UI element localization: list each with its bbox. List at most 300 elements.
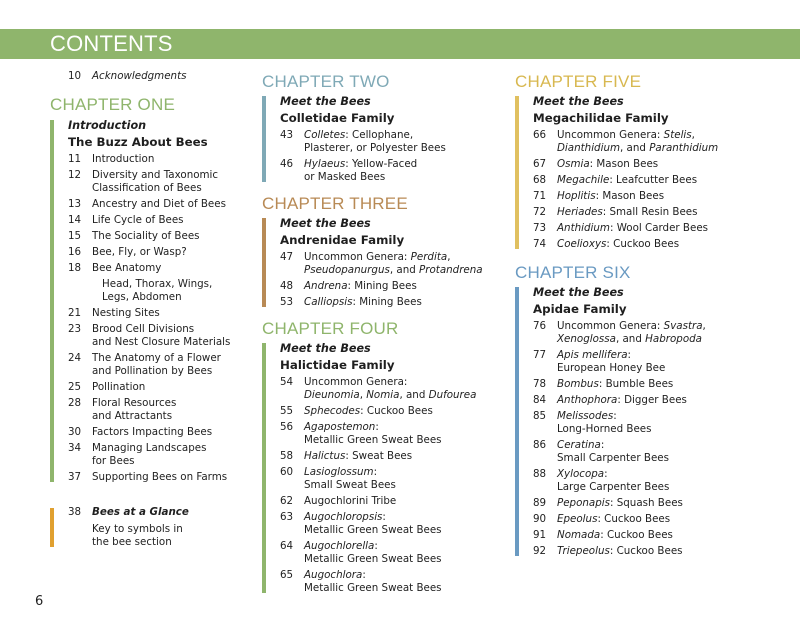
toc-entry[interactable]: [533, 238, 775, 251]
chapter-three-block: [262, 216, 502, 309]
entry-label: : Cuckoo Bees: [600, 529, 673, 541]
entry-label: : Leafcutter Bees: [609, 174, 698, 186]
genus-name: Nomada: [557, 529, 601, 541]
toc-entry[interactable]: [280, 421, 502, 447]
genus-name: Protandrena: [419, 264, 483, 276]
toc-entry[interactable]: [68, 153, 260, 166]
toc-entry[interactable]: [533, 222, 775, 235]
chapter-three-entries: [280, 251, 502, 309]
entry-prefix: Uncommon Genera:: [557, 320, 664, 332]
entry-label: The Anatomy of a Flower: [92, 352, 221, 364]
genus-name: Stelis: [663, 129, 692, 141]
entry-text: [304, 158, 502, 184]
genus-name: Bombus: [557, 378, 599, 390]
entry-label-cont: European Honey Bee: [557, 362, 666, 374]
entry-prefix: Uncommon Genera:: [304, 376, 408, 388]
chapter-five-entries: [533, 129, 775, 251]
toc-entry[interactable]: [280, 129, 502, 155]
entry-text: [92, 426, 260, 439]
entry-text: [557, 238, 775, 251]
entry-label: Augochlorini Tribe: [304, 495, 397, 507]
genus-name: Apis mellifera: [557, 349, 628, 361]
genus-name: Xylocopa: [557, 468, 605, 480]
entry-text: [557, 529, 775, 542]
entry-label: Acknowledgments: [92, 70, 187, 82]
entry-text: [304, 466, 502, 492]
entry-label: : Yellow-Faced: [345, 158, 418, 170]
chapter-five-title: Megachilidae Family: [533, 111, 669, 125]
page-num: 23: [68, 323, 82, 335]
toc-entry[interactable]: [533, 174, 775, 187]
toc-entry[interactable]: [68, 307, 260, 320]
sep: , and: [620, 142, 650, 154]
entry-text: [557, 394, 775, 407]
toc-entry[interactable]: [533, 439, 775, 465]
genus-name: Nomia: [366, 389, 400, 401]
entry-text: [557, 129, 775, 155]
entry-label: :: [600, 439, 605, 451]
entry-text: [92, 278, 260, 304]
page-num: 16: [68, 246, 82, 258]
entry-label-cont: Small Sweat Bees: [304, 479, 396, 491]
entry-label: Brood Cell Divisions: [92, 323, 195, 335]
page-num: 55: [280, 405, 294, 417]
genus-name: Habropoda: [645, 333, 702, 345]
genus-name: Anthophora: [557, 394, 618, 406]
entry-label: : Cuckoo Bees: [609, 545, 683, 557]
toc-entry[interactable]: [280, 495, 502, 508]
chapter-one-subtitle: Introduction: [68, 119, 147, 132]
page-num: 68: [533, 174, 547, 186]
entry-text: [557, 545, 775, 558]
page-num: 77: [533, 349, 547, 361]
genus-name: Agapostemon: [304, 421, 376, 433]
entry-label-cont: Legs, Abdomen: [102, 291, 182, 303]
entry-label-cont: or Masked Bees: [304, 171, 386, 183]
sep: , and: [399, 389, 429, 401]
chapter-three-heading: CHAPTER THREE: [262, 194, 408, 213]
genus-name: Colletes: [304, 129, 346, 141]
chapter-five-bar: [515, 96, 519, 249]
entry-label: Life Cycle of Bees: [92, 214, 184, 226]
chapter-two-block: [262, 94, 502, 184]
entry-label: Managing Landscapes: [92, 442, 207, 454]
toc-entry[interactable]: [68, 352, 260, 378]
genus-name: Perdita: [410, 251, 448, 263]
entry-text: [92, 442, 260, 468]
entry-label: :: [374, 540, 378, 552]
column-left: [50, 70, 260, 549]
glance-description: Key to symbols in the bee section: [92, 523, 183, 548]
chapter-two-entries: [280, 129, 502, 184]
page-num: 10: [68, 70, 82, 82]
page-num: 63: [280, 511, 294, 523]
entry-label: : Small Resin Bees: [602, 206, 698, 218]
genus-name: Augochlorella: [304, 540, 375, 552]
entry-text: [304, 376, 502, 402]
page-num: 47: [280, 251, 294, 263]
chapter-three-bar: [262, 218, 266, 307]
genus-name: Halictus: [304, 450, 346, 462]
toc-entry[interactable]: [533, 410, 775, 436]
page-num: 84: [533, 394, 547, 406]
chapter-four-subtitle: Meet the Bees: [280, 342, 371, 355]
toc-entry[interactable]: [68, 198, 260, 211]
page-num: 90: [533, 513, 547, 525]
entry-text: [92, 246, 260, 259]
entry-label-cont: Metallic Green Sweat Bees: [304, 582, 442, 594]
entry-text: [304, 251, 502, 277]
page-num: 89: [533, 497, 547, 509]
entry-prefix: Uncommon Genera:: [557, 129, 664, 141]
page-num: 14: [68, 214, 82, 226]
entry-label: : Mason Bees: [595, 190, 665, 202]
page-num: 78: [533, 378, 547, 390]
entry-label: Pollination: [92, 381, 146, 393]
page-num: 53: [280, 296, 294, 308]
entry-label-cont: Classification of Bees: [92, 182, 202, 194]
entry-text: [92, 153, 260, 166]
entry-text: [557, 439, 775, 465]
chapter-five-subtitle: Meet the Bees: [533, 95, 624, 108]
chapter-three-subtitle: Meet the Bees: [280, 217, 371, 230]
chapter-one-heading: CHAPTER ONE: [50, 95, 175, 114]
entry-label-cont: for Bees: [92, 455, 135, 467]
entry-label-cont: Long-Horned Bees: [557, 423, 652, 435]
page-num: 56: [280, 421, 294, 433]
entry-label: Head, Thorax, Wings,: [102, 278, 213, 290]
page-num: 21: [68, 307, 82, 319]
entry-text: [304, 495, 502, 508]
sep: ,: [447, 251, 451, 263]
genus-name: Megachile: [557, 174, 610, 186]
toc-entry[interactable]: [68, 426, 260, 439]
entry-label: : Cellophane,: [345, 129, 414, 141]
sep: ,: [702, 320, 706, 332]
genus-name: Augochlora: [304, 569, 363, 581]
chapter-six-entries: [533, 320, 775, 558]
page-num: 64: [280, 540, 294, 552]
toc-entry[interactable]: [68, 323, 260, 349]
entry-text: [557, 320, 775, 346]
column-right: [515, 72, 775, 561]
page-num: 54: [280, 376, 294, 388]
chapter-six-title: Apidae Family: [533, 302, 627, 316]
entry-label: : Sweat Bees: [345, 450, 413, 462]
toc-entry[interactable]: [280, 450, 502, 463]
entry-label: Ancestry and Diet of Bees: [92, 198, 226, 210]
toc-entry[interactable]: [280, 540, 502, 566]
toc-entry[interactable]: [68, 278, 260, 304]
toc-entry[interactable]: [68, 246, 260, 259]
genus-name: Melissodes: [557, 410, 614, 422]
bees-at-a-glance-block: [50, 506, 260, 549]
toc-entry[interactable]: [280, 280, 502, 293]
page-num: 13: [68, 198, 82, 210]
entry-label: : Mason Bees: [589, 158, 659, 170]
entry-label: : Digger Bees: [617, 394, 687, 406]
toc-entry[interactable]: [68, 230, 260, 243]
page-number: 6: [35, 594, 44, 609]
chapter-one-block: [50, 118, 260, 484]
page-title: CONTENTS: [50, 31, 173, 56]
genus-name: Dufourea: [428, 389, 477, 401]
entry-text: [304, 511, 502, 537]
chapter-three-title: Andrenidae Family: [280, 233, 405, 247]
entry-label: :: [604, 468, 608, 480]
genus-name: Svastra: [663, 320, 703, 332]
page-num: 72: [533, 206, 547, 218]
entry-label: :: [613, 410, 617, 422]
sep: , and: [389, 264, 420, 276]
entry-text: [92, 381, 260, 394]
page-num: 37: [68, 471, 82, 483]
sep: ,: [691, 129, 695, 141]
entry-label: : Wool Carder Bees: [609, 222, 709, 234]
entry-text: [304, 450, 502, 463]
entry-text: [304, 405, 502, 418]
toc-entry[interactable]: [280, 376, 502, 402]
genus-name: Paranthidium: [649, 142, 719, 154]
entry-label: Bees at a Glance: [92, 506, 189, 518]
chapter-four-bar: [262, 343, 266, 593]
entry-label: : Squash Bees: [609, 497, 683, 509]
chapter-four-heading: CHAPTER FOUR: [262, 319, 399, 338]
toc-entry[interactable]: [68, 381, 260, 394]
entry-label: :: [362, 569, 366, 581]
toc-entry[interactable]: [533, 158, 775, 171]
column-middle: [262, 72, 502, 598]
toc-entry[interactable]: [533, 320, 775, 346]
toc-entry[interactable]: [280, 466, 502, 492]
page-num: 48: [280, 280, 294, 292]
glance-bar: [50, 508, 54, 547]
genus-name: Sphecodes: [304, 405, 361, 417]
toc-entry[interactable]: [280, 251, 502, 277]
page-num: 91: [533, 529, 547, 541]
page-num: 71: [533, 190, 547, 202]
entry-label: Diversity and Taxonomic: [92, 169, 219, 181]
entry-label-cont: Small Carpenter Bees: [557, 452, 669, 464]
page-num: 12: [68, 169, 82, 181]
entry-label-cont: Large Carpenter Bees: [557, 481, 670, 493]
sep: , and: [615, 333, 646, 345]
entry-text: [557, 349, 775, 375]
page-num: 46: [280, 158, 294, 170]
entry-text: [92, 214, 260, 227]
entry-text: [92, 169, 260, 195]
genus-name: Heriades: [557, 206, 603, 218]
page-num: 76: [533, 320, 547, 332]
genus-name: Xenoglossa: [557, 333, 616, 345]
entry-label-cont: and Nest Closure Materials: [92, 336, 231, 348]
page-num: 74: [533, 238, 547, 250]
entry-text: [92, 198, 260, 211]
chapter-four-title: Halictidae Family: [280, 358, 395, 372]
toc-entry[interactable]: [68, 471, 260, 484]
page-num: 60: [280, 466, 294, 478]
entry-label: :: [627, 349, 632, 361]
entry-label: : Cuckoo Bees: [360, 405, 433, 417]
sep: ,: [359, 389, 367, 401]
entry-label-cont: Plasterer, or Polyester Bees: [304, 142, 446, 154]
page-num: 24: [68, 352, 82, 364]
page-num: 85: [533, 410, 547, 422]
toc-entry[interactable]: [533, 206, 775, 219]
entry-text: [304, 296, 502, 309]
genus-name: Peponapis: [557, 497, 610, 509]
page-num: 15: [68, 230, 82, 242]
toc-entry[interactable]: [533, 497, 775, 510]
page-num: 30: [68, 426, 82, 438]
page-num: 73: [533, 222, 547, 234]
genus-name: Coelioxys: [557, 238, 607, 250]
page-num: 28: [68, 397, 82, 409]
toc-entry[interactable]: [68, 442, 260, 468]
toc-entry[interactable]: [280, 296, 502, 309]
toc-entry[interactable]: [68, 397, 260, 423]
entry-text: [92, 262, 260, 275]
entry-text: [304, 421, 502, 447]
toc-entry[interactable]: [533, 190, 775, 203]
entry-label: The Sociality of Bees: [92, 230, 200, 242]
entry-text: [557, 410, 775, 436]
genus-name: Anthidium: [557, 222, 610, 234]
toc-entry[interactable]: [533, 394, 775, 407]
entry-text: [304, 540, 502, 566]
entry-label-cont: Metallic Green Sweat Bees: [304, 524, 442, 536]
entry-label: : Cuckoo Bees: [597, 513, 671, 525]
entry-label: Bee, Fly, or Wasp?: [92, 246, 187, 258]
entry-text: [557, 497, 775, 510]
genus-name: Lasioglossum: [304, 466, 374, 478]
page-num: 38: [68, 506, 82, 518]
genus-name: Dieunomia: [304, 389, 360, 401]
toc-entry-acknowledgments[interactable]: [50, 70, 260, 83]
page-num: 25: [68, 381, 82, 393]
entry-text: [92, 397, 260, 423]
chapter-two-heading: CHAPTER TWO: [262, 72, 390, 91]
toc-entry[interactable]: [533, 545, 775, 558]
entry-text: [304, 280, 502, 293]
entry-text: [557, 190, 775, 203]
page-num: 11: [68, 153, 82, 165]
entry-label: :: [375, 421, 379, 433]
toc-entry[interactable]: [280, 511, 502, 537]
entry-prefix: Uncommon Genera:: [304, 251, 411, 263]
chapter-six-bar: [515, 287, 519, 556]
page-num: 92: [533, 545, 547, 557]
chapter-five-heading: CHAPTER FIVE: [515, 72, 642, 91]
entry-label: Bee Anatomy: [92, 262, 162, 274]
chapter-two-bar: [262, 96, 266, 182]
page-num: 65: [280, 569, 294, 581]
toc-entry[interactable]: [533, 468, 775, 494]
entry-text: [557, 174, 775, 187]
contents-banner: [0, 29, 800, 59]
entry-text: [557, 206, 775, 219]
entry-text: [92, 352, 260, 378]
chapter-six-subtitle: Meet the Bees: [533, 286, 624, 299]
chapter-six-block: [515, 285, 775, 558]
chapter-one-entries: [68, 153, 260, 484]
page-num: 18: [68, 262, 82, 274]
chapter-five-block: [515, 94, 775, 251]
genus-name: Andrena: [304, 280, 348, 292]
toc-entry[interactable]: [68, 262, 260, 275]
chapter-one-bar: [50, 120, 54, 482]
page-num: 88: [533, 468, 547, 480]
page-num: 62: [280, 495, 294, 507]
entry-label: : Cuckoo Bees: [606, 238, 680, 250]
toc-entry[interactable]: [68, 214, 260, 227]
entry-text: [557, 222, 775, 235]
page-num: 86: [533, 439, 547, 451]
toc-entry[interactable]: [533, 349, 775, 375]
entry-text: [92, 307, 260, 320]
entry-label: Floral Resources: [92, 397, 177, 409]
entry-text: [557, 468, 775, 494]
entry-label-cont: Metallic Green Sweat Bees: [304, 434, 442, 446]
toc-entry[interactable]: [280, 405, 502, 418]
genus-name: Hylaeus: [304, 158, 346, 170]
entry-label: :: [373, 466, 378, 478]
entry-label: : Mining Bees: [347, 280, 417, 292]
toc-entry[interactable]: [533, 513, 775, 526]
entry-label: : Mining Bees: [352, 296, 422, 308]
entry-label: Factors Impacting Bees: [92, 426, 213, 438]
entry-text: [557, 378, 775, 391]
entry-text: [304, 129, 502, 155]
entry-label-cont: Metallic Green Sweat Bees: [304, 553, 442, 565]
entry-label-cont: and Pollination by Bees: [92, 365, 213, 377]
genus-name: Triepeolus: [557, 545, 610, 557]
genus-name: Ceratina: [557, 439, 601, 451]
toc-entry[interactable]: [533, 129, 775, 155]
entry-label: :: [382, 511, 386, 523]
chapter-two-title: Colletidae Family: [280, 111, 395, 125]
genus-name: Calliopsis: [304, 296, 353, 308]
entry-label: Supporting Bees on Farms: [92, 471, 228, 483]
entry-label: : Bumble Bees: [598, 378, 674, 390]
toc-entry[interactable]: [533, 378, 775, 391]
chapter-four-block: [262, 341, 502, 595]
toc-entry[interactable]: [68, 169, 260, 195]
entry-text: [92, 323, 260, 349]
genus-name: Augochloropsis: [304, 511, 383, 523]
entry-text: [92, 230, 260, 243]
genus-name: Epeolus: [557, 513, 598, 525]
chapter-six-heading: CHAPTER SIX: [515, 263, 631, 282]
toc-entry[interactable]: [533, 529, 775, 542]
page-num: 58: [280, 450, 294, 462]
genus-name: Dianthidium: [557, 142, 621, 154]
page-num: 67: [533, 158, 547, 170]
page-num: 34: [68, 442, 82, 454]
page-num: [68, 278, 92, 304]
toc-entry-bees-at-a-glance[interactable]: [68, 506, 260, 519]
entry-text: [304, 569, 502, 595]
genus-name: Hoplitis: [557, 190, 596, 202]
genus-name: Osmia: [557, 158, 590, 170]
chapter-two-subtitle: Meet the Bees: [280, 95, 371, 108]
entry-label: Nesting Sites: [92, 307, 160, 319]
page-num: 43: [280, 129, 294, 141]
entry-text: [92, 471, 260, 484]
toc-entry[interactable]: [280, 569, 502, 595]
toc-entry[interactable]: [280, 158, 502, 184]
entry-label: Introduction: [92, 153, 155, 165]
